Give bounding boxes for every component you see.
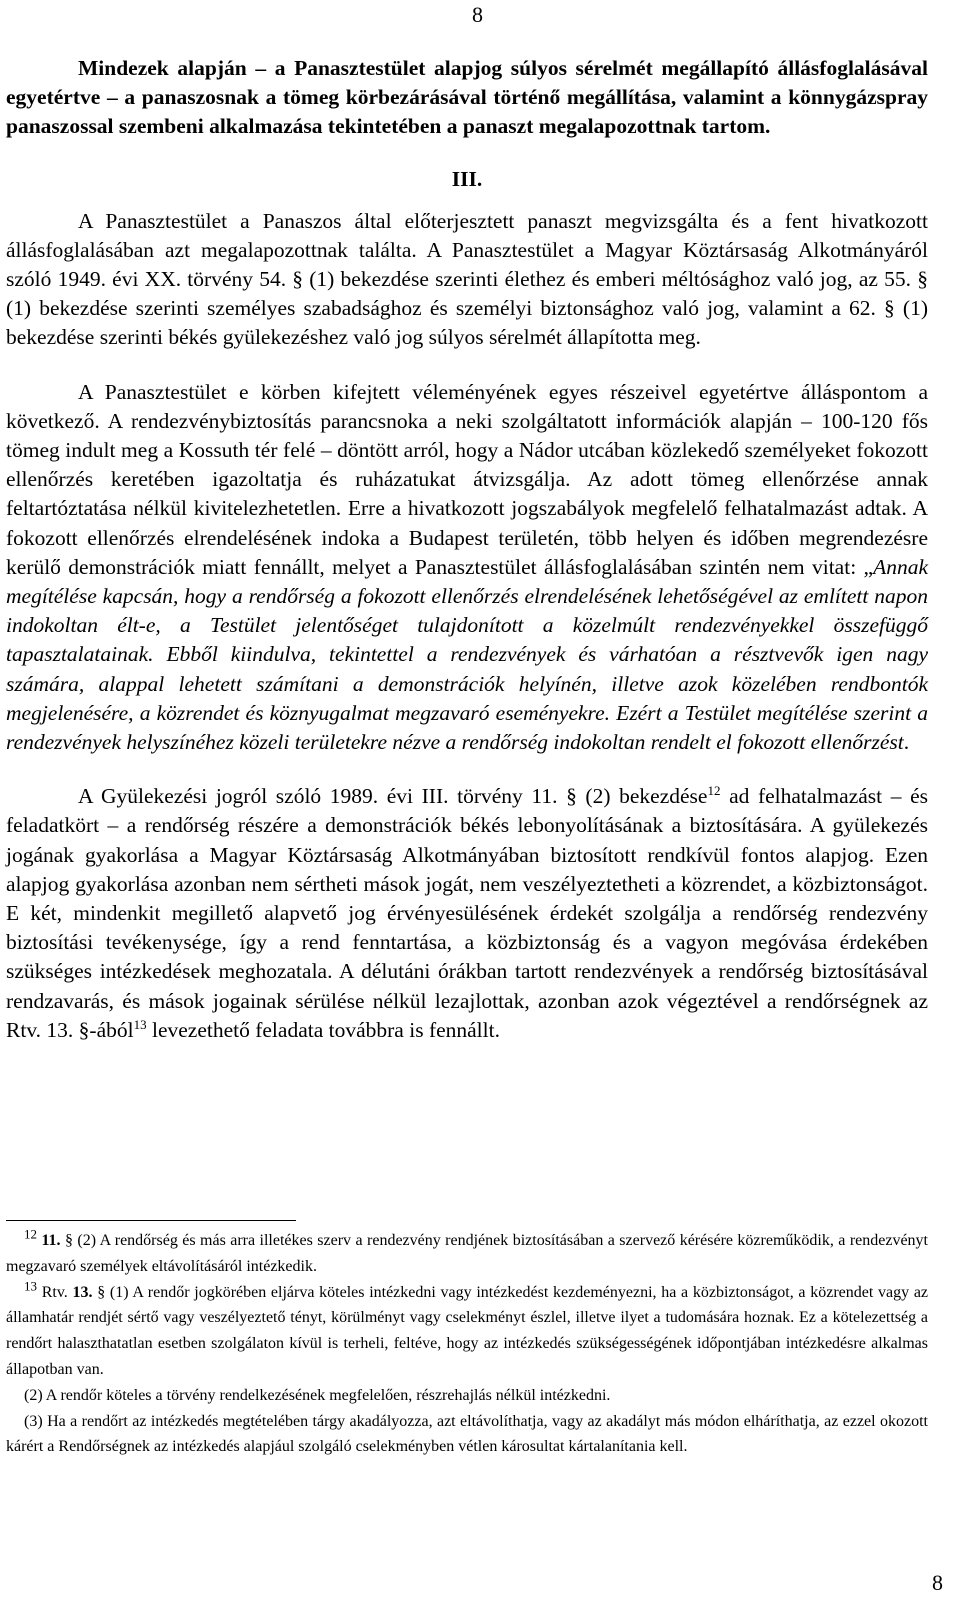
footnote-13-section: 13. bbox=[72, 1283, 93, 1301]
section-heading: III. bbox=[451, 166, 483, 191]
paragraph-assembly-law bbox=[6, 782, 928, 1045]
main-text bbox=[6, 54, 928, 1045]
page-number-bottom: 8 bbox=[932, 1570, 943, 1595]
assembly-law-text-b: ad felhatalmazást – és feladatkört – a rendőrség részére a demonstrációk békés lebonyolításának a biztosítására. A gyülekezés jogának gyakorlása a Magyar Köztársaság Alkotmányában biztosított rendkívül fontos alapjog. Ezen alapjog gyakorlása azonban nem sértheti mások jogát, nem veszélyeztetheti a közrendet, a közbiztonságot. E két, mindenkit megillető alapvető jog érvényesülésének érdekét szolgálja a rendőrség rendezvény biztosítási tevékenysége, így a rend fenntartása, a közbiztonság és a vagyon megóvása érdekében szükséges intézkedések meghozatala. A délutáni órákban tartott rendezvények a rendőrség biztosításával rendzavarás, és mások jogainak sérülése nélkül lezajlottak, azonban azok végeztével a rendőrségnek az Rtv. 13. §-ából bbox=[6, 784, 928, 1042]
assembly-law-text-c: levezethető feladata továbbra is fennállt. bbox=[146, 1017, 500, 1042]
footnote-13-paragraph-2: (2) A rendőr köteles a törvény rendelkezésének megfelelően, részrehajlás nélkül intézkedni. bbox=[24, 1386, 611, 1404]
opinion-end: . bbox=[903, 730, 910, 755]
footnote-13-prefix: Rtv. bbox=[41, 1283, 73, 1301]
footnote-12-section: 11. bbox=[41, 1232, 61, 1249]
paragraph-findings: A Panasztestület a Panaszos által előterjesztett panaszt megvizsgálta és a fent hivatkozott állásfoglalásában azt megalapozottnak találta. A Panasztestület a Magyar Köztársaság Alkotmányáról szóló 1949. évi XX. törvény 54. § (1) bekezdése szerinti élethez és emberi méltósághoz való jog, az 55. § (1) bekezdése szerinti személyes szabadsághoz és személyi biztonsághoz való jog, valamint a 62. § (1) bekezdése szerinti békés gyülekezéshez való jog súlyos sérelmét állapította meg. bbox=[6, 208, 928, 350]
footnote-12-number: 12 bbox=[24, 1226, 37, 1242]
footnote-ref-13[interactable]: 13 bbox=[133, 1016, 147, 1032]
assembly-law-text-a: A Gyülekezési jogról szóló 1989. évi III. törvény 11. § (2) bekezdése bbox=[78, 784, 708, 809]
footnote-12 bbox=[6, 1228, 928, 1280]
footnote-ref-12[interactable]: 12 bbox=[707, 783, 721, 799]
footnote-13-text: § (1) A rendőr jogkörében eljárva köteles intézkedni vagy intézkedést kezdeményezni, ha a közbiztonságot, a közrendet vagy az államhatár rendjét sértő vagy veszélyeztető tényt, körülményt vagy cselekményt észlel, illetve ilyet a tudomására hoznak. Ez a kötelezettség a rendőrt halaszthatatlan esetben szolgálaton kívül is terheli, feltéve, hogy az intézkedés szükségességének időpontjában intézkedésre alkalmas állapotban van. bbox=[6, 1283, 929, 1378]
footnote-separator bbox=[6, 1220, 296, 1221]
paragraph-conclusion: Mindezek alapján – a Panasztestület alapjog súlyos sérelmét megállapító állásfoglalásával egyetértve – a panaszosnak a tömeg körbezárásával történő megállítása, valamint a könnygázspray panaszossal szembeni alkalmazása tekintetében a panaszt megalapozottnak tartom. bbox=[6, 56, 928, 139]
footnotes bbox=[6, 1228, 928, 1460]
footnote-13-number: 13 bbox=[24, 1278, 37, 1294]
page-number-top: 8 bbox=[472, 2, 483, 27]
footnote-13-paragraph-3: (3) Ha a rendőrt az intézkedés megtételében tárgy akadályozza, azt eltávolíthatja, vagy az akadályt más módon elháríthatja, az ezzel okozott kárért a Rendőrségnek az intézkedés alapjául szolgáló cselekményben vétlen károsultat kártalanítania kell. bbox=[6, 1412, 928, 1456]
opinion-text: A Panasztestület e körben kifejtett véleményének egyes részeivel egyetértve álláspontom a következő. A rendezvénybiztosítás parancsnoka a neki szolgáltatott információk alapján – 100-120 fős tömeg indult meg a Kossuth tér felé – döntött arról, hogy a Nádor utcában közlekedő személyeket fokozott ellenőrzés keretében igazoltatja és ruházatukat átvizsgálja. Az adott tömeg ellenőrzése annak feltartóztatása nélkül kivitelezhetetlen. Erre a hivatkozott jogszabályok megfelelő felhatalmazást adtak. A fokozott ellenőrzés elrendelésének indoka a Budapest területén, több helyen és időben megrendezésre kerülő demonstrációk miatt fennállt, melyet a Panasztestület állásfoglalásában szintén nem vitat: „ bbox=[6, 379, 928, 579]
footnote-12-text: § (2) A rendőrség és más arra illetékes szerv a rendezvény rendjének biztosításában a szervező kérésére közreműködik, a rendezvényt megzavaró személyek eltávolításáról intézkedik. bbox=[6, 1232, 929, 1275]
quoted-text: Annak megítélése kapcsán, hogy a rendőrség a fokozott ellenőrzés elrendelésének lehetőségével az említett napon indokoltan élt-e, a Testület jelentőséget tulajdonított a közelmúlt rendezvényekkel összefüggő tapasztalatainak. Ebből kiindulva, tekintettel a rendezvények és várhatóan a résztvevők igen nagy számára, alappal lehetett számítani a demonstrációk helyínén, illetve azok közelében rendbontók megjelenésére, a közrendet és köznyugalmat megzavaró eseményekre. Ezért a Testület megítélése szerint a rendezvények helyszínéhez közeli területekre nézve a rendőrség indokoltan rendelt el fokozott ellenőrzést bbox=[6, 554, 928, 755]
paragraph-opinion bbox=[6, 378, 928, 758]
footnote-13 bbox=[6, 1280, 928, 1383]
